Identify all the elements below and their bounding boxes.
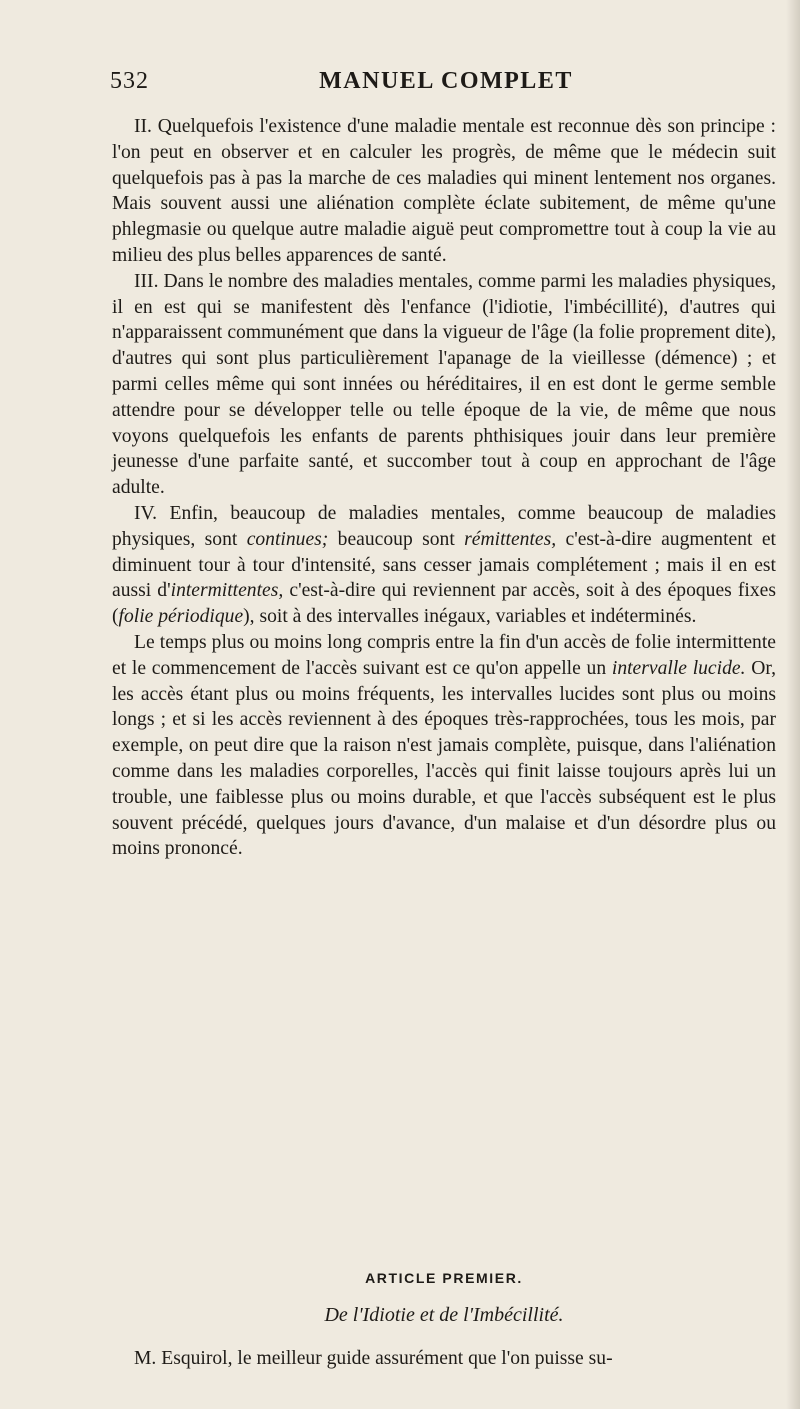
running-title: MANUEL COMPLET [319, 68, 573, 94]
paragraph-iv [112, 501, 776, 630]
article-title: De l'Idiotie et de l'Imbécillité. [324, 1304, 564, 1326]
term-intermittentes: intermittentes, [170, 580, 284, 602]
running-head [110, 68, 782, 102]
paragraph-intervalle [112, 630, 776, 862]
paragraph-iv-text-1: IV. Enfin, beaucoup de maladies mentales, comme beaucoup de maladies physiques, sont [112, 502, 776, 550]
term-folie-periodique: folie périodique [118, 606, 244, 628]
paragraph-iv-text-4: c'est-à-dire qui reviennent par accès, soit à des époques fixes ( [112, 580, 776, 628]
term-remittentes: rémittentes, [464, 528, 557, 550]
page-edge-shadow [786, 0, 800, 1409]
paragraph-iv-text-3: c'est-à-dire augmentent et diminuent tour à tour d'intensité, sans cesser jamais complétement ; mais il en est aussi d' [112, 528, 777, 602]
body-text [112, 114, 776, 862]
article-heading: ARTICLE PREMIER. [365, 1270, 523, 1286]
paragraph-intervalle-text-1: Le temps plus ou moins long compris entre la fin d'un accès de folie intermittente et le commencement de l'accès suivant est ce qu'on appelle un [112, 631, 776, 679]
term-continues: continues; [246, 528, 329, 550]
paragraph-esquirol: M. Esquirol, le meilleur guide assurément que l'on puisse su- [134, 1348, 613, 1369]
page-number: 532 [110, 68, 149, 94]
paragraph-intervalle-text-2: Or, les accès étant plus ou moins fréquents, les intervalles lucides sont plus ou moins longs ; et si les accès reviennent à des époques très-rapprochées, tous les mois, par exemple, on peut dire que la raison n'est jamais complète, puisque, dans l'aliénation comme dans les maladies corporelles, l'accès qui finit laisse toujours après lui un trouble, une faiblesse plus ou moins durable, et que l'accès subséquent est le plus souvent précédé, quelques jours d'avance, d'un malaise et d'un désordre plus ou moins prononcé. [112, 657, 776, 860]
paragraph-iv-text-5: ), soit à des intervalles inégaux, variables et indéterminés. [243, 606, 697, 628]
paragraph-iii: III. Dans le nombre des maladies mentales, comme parmi les maladies physiques, il en est qui se manifestent dès l'enfance (l'idiotie, l'imbécillité), d'autres qui n'apparaissent communément que dans la vigueur de l'âge (la folie proprement dite), d'autres qui sont plus particulièrement l'apanage de la vieillesse (démence) ; et parmi celles même qui sont innées ou héréditaires, il en est dont le germe semble attendre pour se développer telle ou telle époque de la vie, de même que nous voyons quelquefois les enfants de parents phthisiques jouir dans leur première jeunesse d'une parfaite santé, et succomber tout à coup en approchant de l'âge adulte. [112, 270, 776, 499]
paragraph-iv-text-2: beaucoup sont [328, 528, 465, 550]
term-intervalle-lucide: intervalle lucide. [611, 657, 746, 679]
paragraph-ii: II. Quelquefois l'existence d'une maladie mentale est reconnue dès son principe : l'on peut en observer et en calculer les progrès, de même que le médecin suit quelquefois pas à pas la marche de ces maladies qui minent lentement nos organes. Mais souvent aussi une aliénation complète éclate subitement, de même qu'une phlegmasie ou quelque autre maladie aiguë peut compromettre tout à coup la vie au milieu des plus belles apparences de santé. [112, 116, 776, 266]
